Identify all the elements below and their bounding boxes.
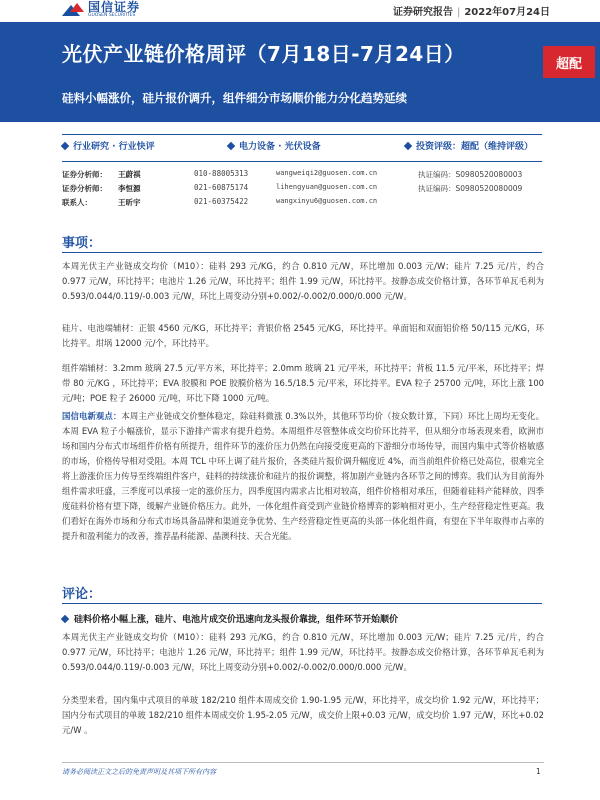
divider-top bbox=[62, 134, 542, 135]
contact-email[interactable]: wangxinyu6@guosen.com.cn bbox=[276, 197, 378, 205]
contact-tel: 021-60875174 bbox=[194, 183, 249, 192]
events-paragraph-1: 本周光伏主产业链成交均价（M10）：硅料 293 元/KG，约合 0.810 元/W，环比增加 0.003 元/W；硅片 7.25 元/片，约合 0.977 元/W，环比持平；电池片 1.26 元/W，环比持平；组件 1.99 元/W，环比持平。按静态成交价格计算，各环节单瓦毛利为 0.593/0.044/0.119/-0.003 元/W，环比上周变动分别+0.002/-0.002/0.000/0.000 元/W。 bbox=[62, 261, 544, 301]
comments-heading-rule bbox=[62, 603, 542, 604]
contact-name: 王蔚祺 bbox=[118, 170, 141, 179]
contact-row bbox=[62, 169, 562, 183]
logo-en-text: GUOSEN SECURITIES bbox=[88, 13, 136, 19]
guosen-view-body: 本周主产业链成交价整体稳定，除硅料微涨 0.3%以外，其他环节均价（按众数计算，下同）环比上周均无变化。本周 EVA 粒子小幅涨价，显示下游排产需求有提升趋势。本周组件尽管整体成交均价环比持平，但从细分市场表现来看，欧洲市场和国内分布式市场组件价格有所提升，组件环节的涨价压力仍然在向接受度更高的下游细分市场传导，而国内集中式等价格敏感的市场，价格传导相对受阻。本周 TCL 中环上调了硅片报价，各类硅片报价调升幅度近 4%，而当前组件价格已处高位，很难完全将上游涨价压力传导至终端组件客户，硅料的持续涨价和硅片的报价调整，将加剧产业链内各环节之间的博弈。我们认为目前海外组件需求旺盛，三季度可以承接一定的涨价压力，四季度国内需求占比相对较高，组件价格相对承压，但随着硅料产能释放，四季度硅料价格有望下降，缓解产业链价格压力。此外，一体化组件商受到产业链价格博弈的影响相对更小，生产经营稳定性更高。我们看好在海外市场和分布式市场具备品牌和渠道竞争优势、生产经营稳定性更高的头部一体化组件商，有望在下半年取得市占率的提升和盈利能力的改善，推荐晶科能源、晶澳科技、天合光能。 bbox=[62, 411, 545, 541]
guosen-logo bbox=[62, 0, 140, 20]
comments-paragraph-1: 本周光伏主产业链成交均价（M10）：硅料 293 元/KG，约合 0.810 元/W，环比增加 0.003 元/W；硅片 7.25 元/片，约合 0.977 元/W，环比持平；电池片 1.26 元/W，环比持平；组件 1.99 元/W，环比持平。按静态成交价格计算，各环节单瓦毛利为 0.593/0.044/0.119/-0.003 元/W，环比上周变动分别+0.002/-0.002/0.000/0.000 元/W。 bbox=[62, 632, 544, 672]
analyst-contacts bbox=[62, 169, 562, 211]
contact-role: 证券分析师： bbox=[62, 170, 107, 179]
report-subtitle: 硅料小幅涨价，硅片报价调升，组件细分市场顺价能力分化趋势延续 bbox=[62, 91, 407, 105]
diamond-icon bbox=[404, 141, 412, 149]
contact-role: 证券分析师： bbox=[62, 184, 107, 193]
top-bar bbox=[0, 0, 600, 22]
diamond-icon bbox=[61, 141, 69, 149]
guosen-view-lead: 国信电新观点： bbox=[62, 411, 122, 421]
footer-rule bbox=[62, 762, 544, 763]
contact-name: 王昕宇 bbox=[118, 198, 141, 207]
comments-bullet-heading bbox=[62, 612, 398, 625]
contact-name: 李恒源 bbox=[118, 184, 141, 193]
category-rating-label: 投资评级：超配（维持评级） bbox=[416, 142, 534, 152]
report-title: 光伏产业链价格周评（7月18日-7月24日） bbox=[62, 42, 465, 66]
contact-email[interactable]: lihengyuan@guosen.com.cn bbox=[276, 183, 378, 191]
report-date: 2022年07月24日 bbox=[464, 7, 550, 18]
footer-disclaimer: 请务必阅读正文之后的免责声明及其项下所有内容 bbox=[62, 768, 216, 776]
contact-license: 执证编码：S0980520080009 bbox=[418, 184, 523, 193]
guosen-view-paragraph bbox=[62, 409, 544, 544]
title-banner bbox=[0, 22, 600, 122]
events-paragraph-3: 组件端辅材：3.2mm 玻璃 27.5 元/平方米，环比持平；2.0mm 玻璃 21 元/平米，环比持平；背板 11.5 元/平米，环比持平；焊带 80 元/KG ，环比持平；EVA 胶膜和 POE 胶膜价格为 16.5/18.5 元/平米，环比持平。EVA 粒子 25700 元/吨，环比上涨 100 元/吨；POE 粒子 26000 元/吨，环比下降 1000 元/吨。 bbox=[62, 363, 544, 403]
report-type-date: 证券研究报告 | 2022年07月24日 bbox=[392, 7, 550, 18]
category-sector bbox=[228, 139, 321, 152]
contact-email[interactable]: wangweiqi2@guosen.com.cn bbox=[276, 169, 378, 177]
logo-cn-text: 国信证券 bbox=[88, 0, 141, 15]
comments-bullet-text: 硅料价格小幅上涨，硅片、电池片成交价迅速向龙头报价靠拢，组件环节开始顺价 bbox=[74, 615, 399, 625]
comments-heading: 评论： bbox=[62, 587, 102, 602]
page-number: 1 bbox=[536, 767, 541, 776]
diamond-icon bbox=[227, 141, 235, 149]
contact-role: 联系人： bbox=[62, 198, 92, 207]
events-heading: 事项： bbox=[62, 236, 102, 251]
contact-tel: 021-60375422 bbox=[194, 197, 249, 206]
logo-mark-icon bbox=[62, 3, 84, 17]
comments-paragraph-2: 分类型来看，国内集中式项目的单玻 182/210 组件本周成交价 1.90-1.95 元/W，环比持平，成交均价 1.92 元/W，环比持平；国内分布式项目的单玻 182/210 组件本周成交价 1.95-2.05 元/W，成交价上限+0.03 元/W，成交均价 1.97 元/W，环比+0.02 元/W 。 bbox=[62, 695, 544, 735]
contact-tel: 010-88005313 bbox=[194, 169, 249, 178]
category-research bbox=[62, 139, 155, 152]
contact-row bbox=[62, 183, 562, 197]
divider-mid bbox=[62, 161, 542, 162]
report-type: 证券研究报告 bbox=[392, 7, 453, 18]
diamond-icon bbox=[61, 614, 69, 622]
events-heading-rule bbox=[62, 252, 542, 253]
category-research-label: 行业研究 · 行业快评 bbox=[73, 142, 155, 152]
contact-license: 执证编码：S0980520080003 bbox=[418, 170, 523, 179]
contact-row bbox=[62, 197, 562, 211]
events-paragraph-2: 硅片、电池端辅材：正银 4560 元/KG，环比持平；背银价格 2545 元/KG，环比持平。单面铝和双面铝价格 50/115 元/KG，环比持平。坩埚 12000 元/个，环比持平。 bbox=[62, 323, 544, 348]
category-sector-label: 电力设备 · 光伏设备 bbox=[239, 142, 321, 152]
rating-tag: 超配 bbox=[543, 46, 595, 78]
category-rating bbox=[405, 139, 533, 152]
